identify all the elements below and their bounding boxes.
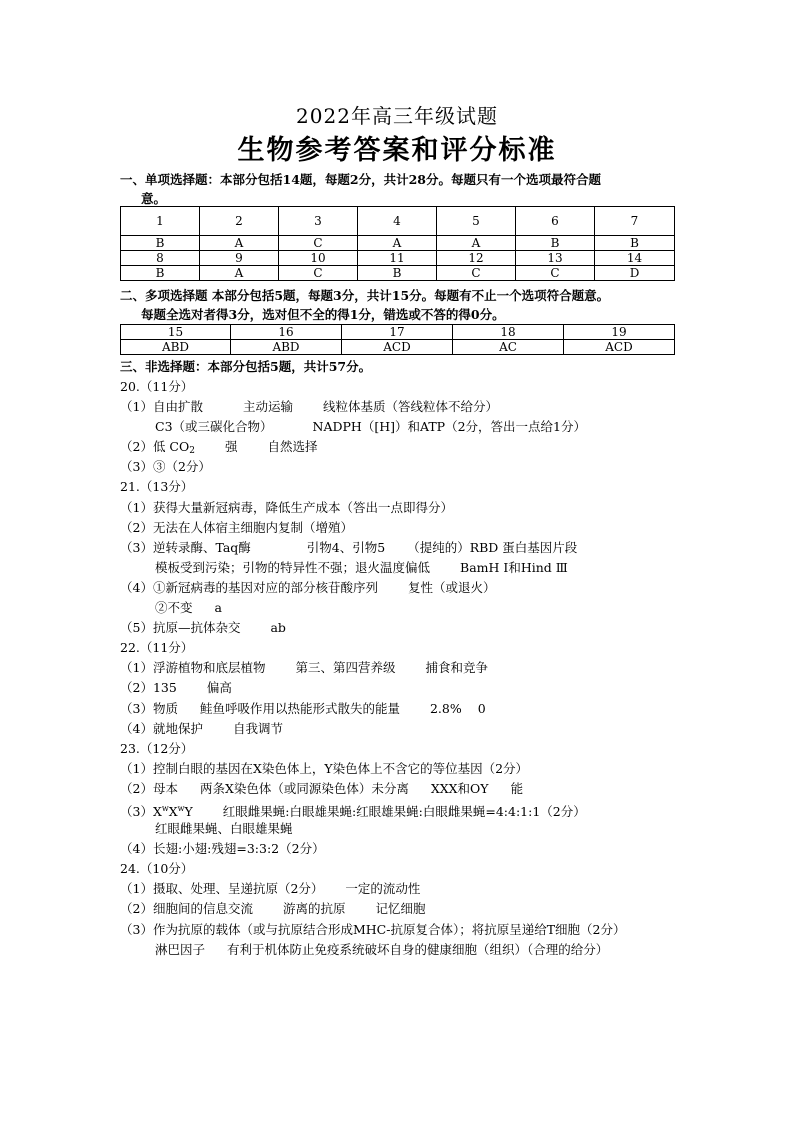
answer-line: （1）控制白眼的基因在X染色体上，Y染色体上不含它的等位基因（2分）: [120, 760, 529, 776]
answer-line: （4）就地保护 自我调节: [120, 720, 283, 736]
answer-line: C3（或三碳化合物） NADPH（[H]）和ATP（2分，答出一点给1分）: [155, 419, 586, 435]
question-number-cell: 10: [279, 251, 358, 266]
answer-cell: B: [121, 236, 200, 251]
answer-line: （2）细胞间的信息交流 游离的抗原 记忆细胞: [120, 901, 426, 917]
question-number-cell: 16: [231, 325, 342, 340]
answer-cell: C: [279, 266, 358, 281]
answer-line: ②不变 a: [155, 600, 222, 616]
answer-cell: AC: [453, 340, 564, 355]
table-row: [121, 325, 675, 340]
section-non-choice-heading: 三、非选择题：本部分包括5题，共计57分。: [120, 359, 372, 374]
answer-line: （3）物质 鲑鱼呼吸作用以热能形式散失的能量 2.8% 0: [120, 700, 486, 716]
answer-cell: ABD: [121, 340, 231, 355]
answer-cell: B: [516, 236, 595, 251]
answer-cell: ACD: [342, 340, 453, 355]
question-21-header: 21.（13分）: [120, 479, 194, 495]
answer-cell: C: [437, 266, 516, 281]
question-number-cell: 14: [595, 251, 675, 266]
answer-line: $(3)X^wX^wY$ 红眼雌果蝇:白眼雄果蝇:红眼雄果蝇:白眼雌果蝇=4:4:1:1（2分）: [120, 803, 586, 819]
question-number-cell: 9: [200, 251, 279, 266]
table-row: [121, 340, 675, 355]
answer-cell: D: [595, 266, 675, 281]
answer-line: （2）母本 两条X染色体（或同源染色体）未分离 XXX和OY 能: [120, 780, 524, 796]
answer-line: （1）浮游植物和底层植物 第三、第四营养级 捕食和竞争: [120, 660, 488, 676]
question-20-header: 20.（11分）: [120, 379, 194, 394]
question-23-header: 23.（12分）: [120, 740, 194, 756]
answer-line: （4）长翅:小翅:残翅=3:3:2（2分）: [120, 841, 325, 857]
answer-cell: C: [516, 266, 595, 281]
table-row: [121, 251, 675, 266]
question-number-cell: 4: [358, 207, 437, 236]
question-number-cell: 8: [121, 251, 200, 266]
table-row: [121, 236, 675, 251]
question-number-cell: 15: [121, 325, 231, 340]
question-number-cell: 2: [200, 207, 279, 236]
answer-cell: C: [279, 236, 358, 251]
question-number-cell: 7: [595, 207, 675, 236]
answer-line: （2）无法在人体宿主细胞内复制（增殖）: [120, 519, 353, 535]
exam-title: 2022年高三年级试题: [296, 104, 498, 128]
answer-line: （3）逆转录酶、Taq酶 引物4、引物5 （提纯的）RBD 蛋白基因片段: [120, 539, 578, 555]
answer-cell: B: [595, 236, 675, 251]
table-row: [121, 207, 675, 236]
answer-line: （3）③（2分）: [120, 459, 211, 475]
answer-cell: A: [200, 236, 279, 251]
answer-line: （1）摄取、处理、呈递抗原（2分） 一定的流动性: [120, 881, 421, 897]
question-number-cell: 17: [342, 325, 453, 340]
answer-line: （1）获得大量新冠病毒，降低生产成本（答出一点即得分）: [120, 499, 453, 515]
answer-cell: ABD: [231, 340, 342, 355]
answer-cell: ACD: [564, 340, 675, 355]
answer-line: （1）自由扩散 主动运输 线粒体基质（答线粒体不给分）: [120, 399, 498, 415]
table-row: [121, 266, 675, 281]
question-number-cell: 1: [121, 207, 200, 236]
answer-line: （5）抗原—抗体杂交 ab: [120, 620, 286, 636]
question-number-cell: 11: [358, 251, 437, 266]
single-choice-answer-table: [120, 206, 675, 281]
answer-line: （4）①新冠病毒的基因对应的部分核苷酸序列 复性（或退火）: [120, 579, 496, 595]
document-title: 生物参考答案和评分标准: [237, 135, 557, 166]
answer-line: 红眼雌果蝇、白眼雄果蝇: [155, 821, 293, 837]
answer-cell: B: [358, 266, 437, 281]
answer-line: （2）135 偏高: [120, 680, 232, 696]
section-single-choice-heading: 一、单项选择题：本部分包括14题，每题2分，共计28分。每题只有一个选项最符合题 意。: [120, 172, 601, 206]
answer-cell: A: [437, 236, 516, 251]
section-multiple-choice-heading: 二、多项选择题 本部分包括5题，每题3分，共计15分。每题有不止一个选项符合题意。 每题全选对者得3分，选对但不全的得1分，错选或不答的得0分。: [120, 288, 610, 322]
question-number-cell: 12: [437, 251, 516, 266]
question-22-header: 22.（11分）: [120, 640, 194, 656]
question-number-cell: 6: [516, 207, 595, 236]
question-number-cell: 5: [437, 207, 516, 236]
answer-line: （3）作为抗原的载体（或与抗原结合形成MHC-抗原复合体）；将抗原呈递给T细胞（2分）: [120, 921, 626, 937]
question-number-cell: 18: [453, 325, 564, 340]
answer-cell: A: [358, 236, 437, 251]
answer-cell: A: [200, 266, 279, 281]
question-number-cell: 13: [516, 251, 595, 266]
non-choice-answers: [120, 377, 690, 960]
answer-cell: B: [121, 266, 200, 281]
multiple-choice-answer-table: [120, 324, 675, 355]
question-24-header: 24.（10分）: [120, 861, 194, 877]
question-number-cell: 19: [564, 325, 675, 340]
answer-line: （2）低 $CO_2$ 强 自然选择: [120, 439, 318, 457]
answer-line: 模板受到污染；引物的特异性不强；退火温度偏低 BamH Ⅰ和Hind Ⅲ: [155, 559, 568, 575]
answer-line: 淋巴因子 有利于机体防止免疫系统破坏自身的健康细胞（组织）（合理的给分）: [155, 941, 609, 957]
question-number-cell: 3: [279, 207, 358, 236]
